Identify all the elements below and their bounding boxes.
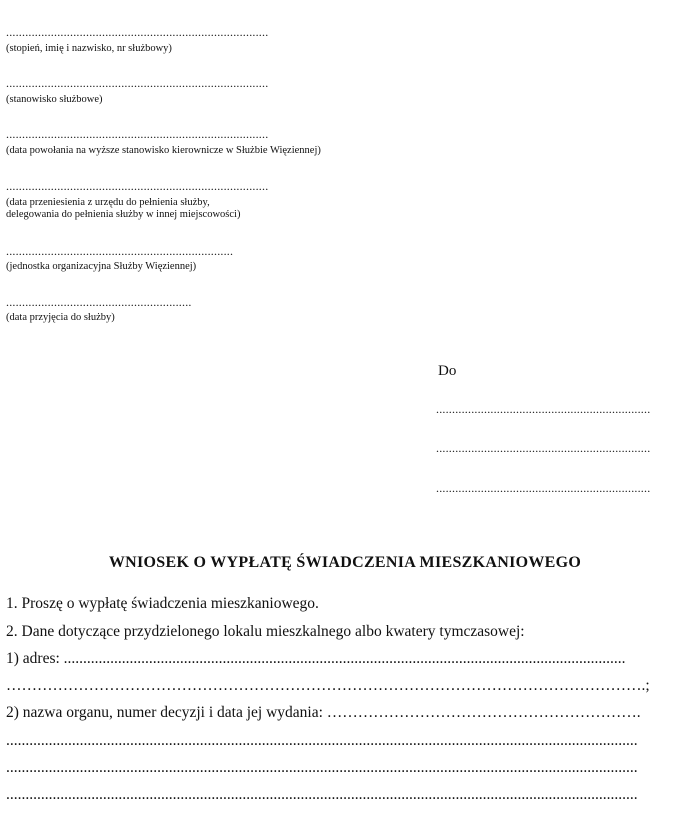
paragraph-2: 2. Dane dotyczące przydzielonego lokalu mieszkalnego albo kwatery tymczasowej:: [6, 623, 525, 640]
transfer-date-caption-line1: (data przeniesienia z urzędu do pełnienia służby,: [6, 197, 210, 208]
rank-name-dots: ..................................................................................: [6, 25, 269, 39]
blank-line: ...................................................................................................................................................................: [6, 732, 638, 749]
position-caption: (stanowisko służbowe): [6, 94, 103, 105]
authority-decision-line: 2) nazwa organu, numer decyzji i data jej wydania: …………………………………………………….: [6, 704, 641, 721]
appointment-date-caption: (data powołania na wyższe stanowisko kierownicze w Służbie Więziennej): [6, 145, 321, 156]
service-start-dots: ..........................................................: [6, 295, 192, 309]
unit-dots: .......................................................................: [6, 244, 234, 258]
addressee-line: ...................................................................: [436, 441, 651, 455]
unit-caption: (jednostka organizacyjna Służby Więziennej): [6, 261, 197, 272]
blank-line: ...................................................................................................................................................................: [6, 759, 638, 776]
rank-name-caption: (stopień, imię i nazwisko, nr służbowy): [6, 43, 172, 54]
document-title: WNIOSEK O WYPŁATĘ ŚWIADCZENIA MIESZKANIOWEGO: [108, 554, 582, 571]
address-line: 1) adres: .................................................................................................................................................: [6, 650, 626, 667]
transfer-date-caption-line2: delegowania do pełnienia służby w innej miejscowości): [6, 209, 241, 220]
address-continuation: …………………………………………………………………………………………………………….;: [6, 677, 650, 694]
transfer-date-dots: ..................................................................................: [6, 179, 269, 193]
addressee-line: ...................................................................: [436, 402, 651, 416]
service-start-caption: (data przyjęcia do służby): [6, 312, 115, 323]
blank-line: ...................................................................................................................................................................: [6, 786, 638, 803]
addressee-line: ...................................................................: [436, 481, 651, 495]
appointment-date-dots: ..................................................................................: [6, 127, 269, 141]
addressee-label: Do: [438, 363, 457, 379]
paragraph-1: 1. Proszę o wypłatę świadczenia mieszkaniowego.: [6, 595, 319, 612]
position-dots: ..................................................................................: [6, 76, 269, 90]
